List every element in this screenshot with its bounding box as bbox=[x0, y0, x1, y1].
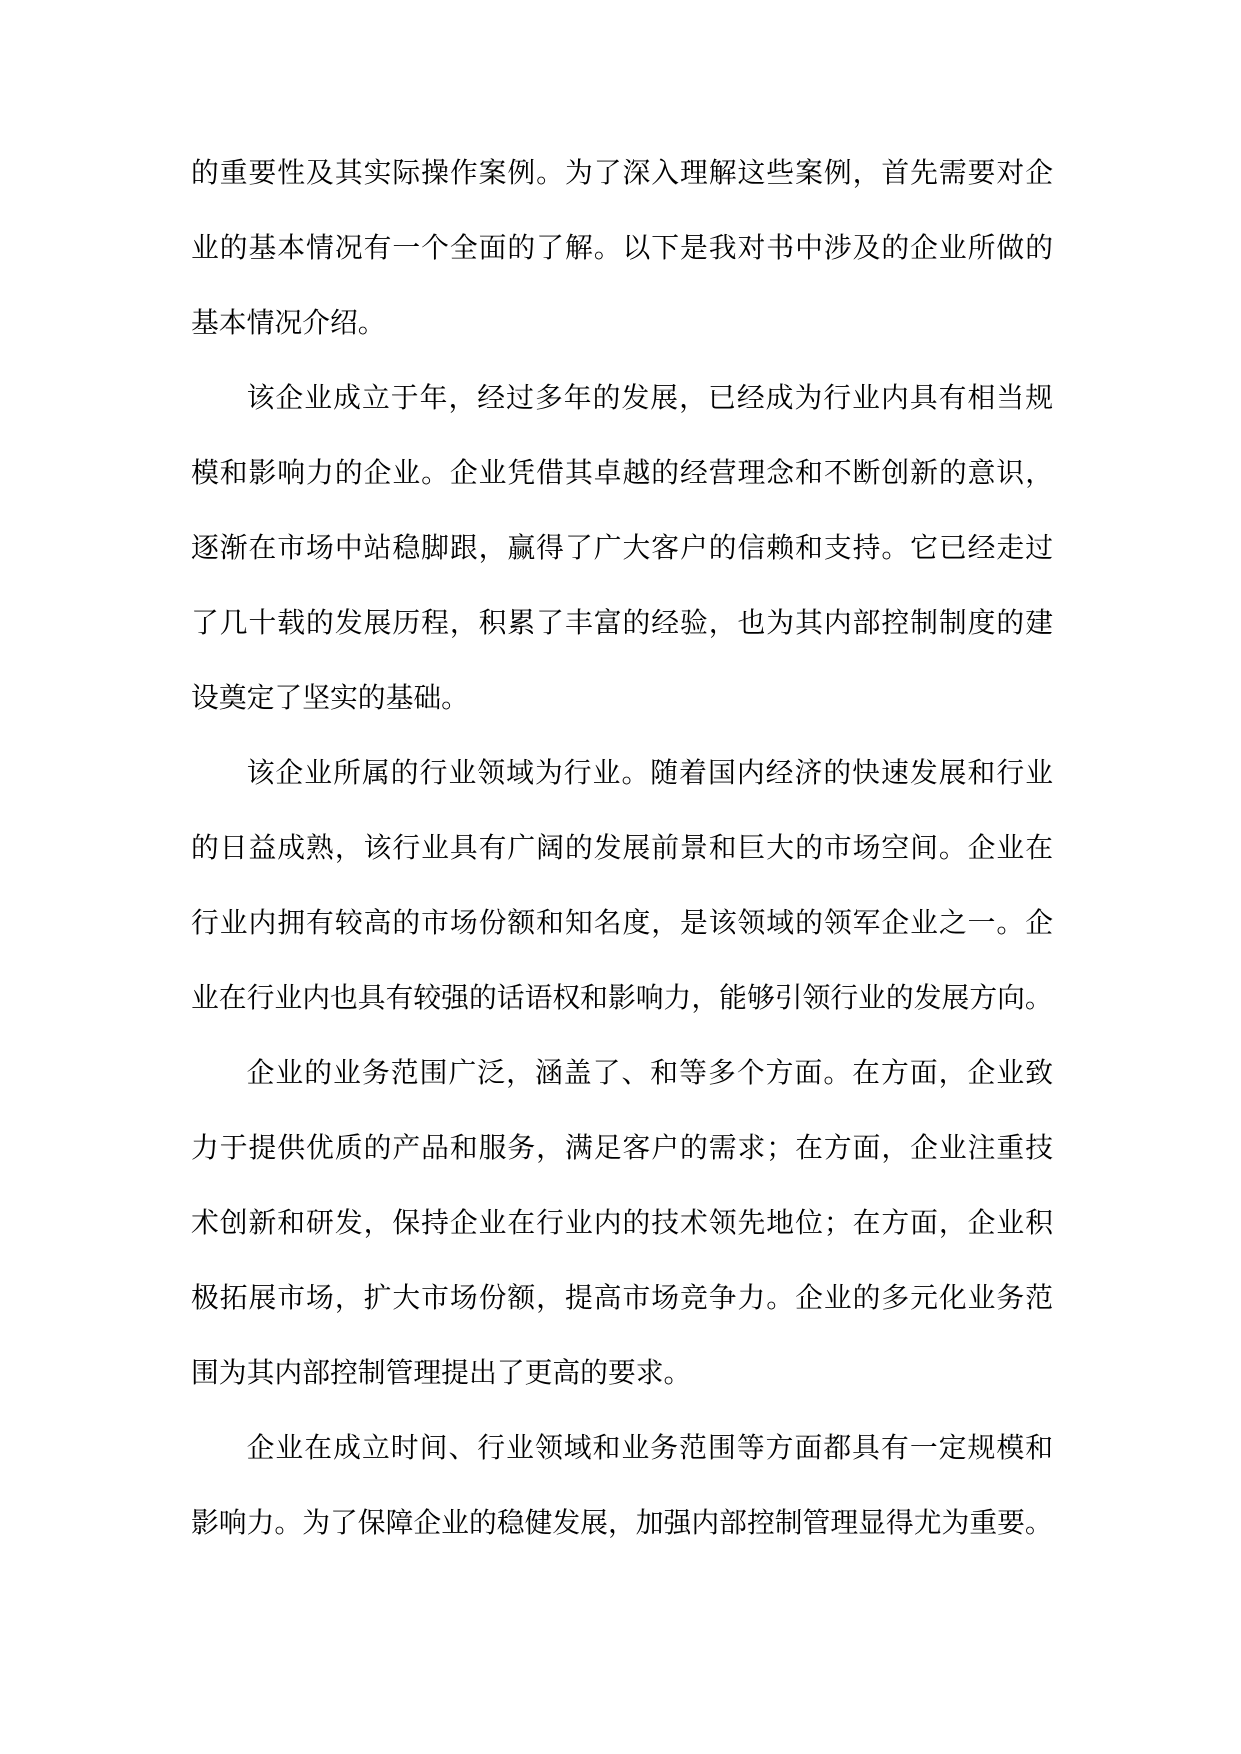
paragraph-continued bbox=[191, 135, 1053, 360]
text-line: 的重要性及其实际操作案例。为了深入理解这些案例，首先需要对企 bbox=[191, 156, 1053, 189]
text-line: 的日益成熟，该行业具有广阔的发展前景和巨大的市场空间。企业在 bbox=[191, 831, 1053, 864]
text-line: 术创新和研发，保持企业在行业内的技术领先地位；在方面，企业积 bbox=[191, 1206, 1053, 1239]
text-line: 极拓展市场，扩大市场份额，提高市场竞争力。企业的多元化业务范 bbox=[191, 1281, 1053, 1314]
document-body bbox=[191, 135, 1053, 1560]
text-line: 影响力。为了保障企业的稳健发展，加强内部控制管理显得尤为重要。 bbox=[191, 1506, 1053, 1539]
text-line: 围为其内部控制管理提出了更高的要求。 bbox=[191, 1356, 692, 1389]
text-line: 该企业成立于年，经过多年的发展，已经成为行业内具有相当规 bbox=[246, 381, 1053, 414]
text-line: 力于提供优质的产品和服务，满足客户的需求；在方面，企业注重技 bbox=[191, 1131, 1053, 1164]
text-line: 了几十载的发展历程，积累了丰富的经验，也为其内部控制制度的建 bbox=[191, 606, 1053, 639]
paragraph bbox=[191, 1035, 1053, 1410]
text-line: 企业在成立时间、行业领域和业务范围等方面都具有一定规模和 bbox=[246, 1431, 1053, 1464]
paragraph bbox=[191, 735, 1053, 1035]
text-line: 行业内拥有较高的市场份额和知名度，是该领域的领军企业之一。企 bbox=[191, 906, 1053, 939]
paragraph bbox=[191, 360, 1053, 735]
text-line: 设奠定了坚实的基础。 bbox=[191, 681, 469, 714]
text-line: 企业的业务范围广泛，涵盖了、和等多个方面。在方面，企业致 bbox=[246, 1056, 1053, 1089]
text-line: 模和影响力的企业。企业凭借其卓越的经营理念和不断创新的意识， bbox=[191, 456, 1053, 489]
paragraph bbox=[191, 1410, 1053, 1560]
text-line: 该企业所属的行业领域为行业。随着国内经济的快速发展和行业 bbox=[246, 756, 1053, 789]
text-line: 业在行业内也具有较强的话语权和影响力，能够引领行业的发展方向。 bbox=[191, 981, 1053, 1014]
text-line: 业的基本情况有一个全面的了解。以下是我对书中涉及的企业所做的 bbox=[191, 231, 1053, 264]
text-line: 逐渐在市场中站稳脚跟，赢得了广大客户的信赖和支持。它已经走过 bbox=[191, 531, 1053, 564]
text-line: 基本情况介绍。 bbox=[191, 306, 386, 339]
